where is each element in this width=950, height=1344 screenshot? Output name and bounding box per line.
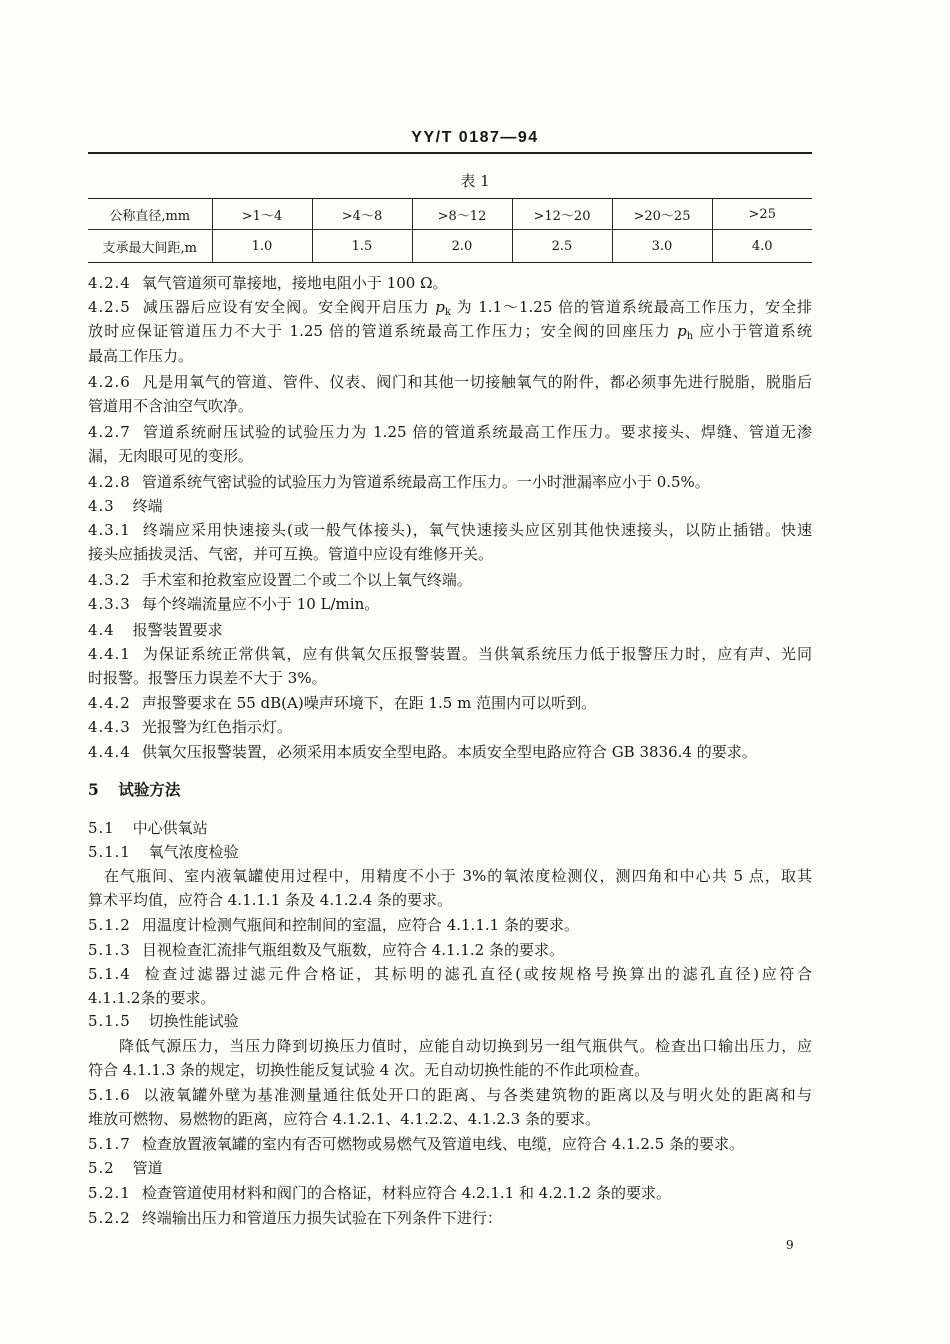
- clause-number: 5.1.3: [88, 941, 131, 959]
- clause-text: 最高工作压力。: [88, 347, 194, 365]
- clause-number: 4.2.5: [88, 298, 131, 316]
- clause-number: 4.4: [88, 621, 115, 639]
- clause-5-1-2: [88, 914, 812, 936]
- clause-5-1-4-line-1: [88, 963, 812, 985]
- clause-text: 目视检查汇流排气瓶组数及气瓶数，应符合 4.1.1.2 条的要求。: [141, 941, 564, 959]
- clause-number: 4.4.3: [88, 718, 131, 736]
- table-row-diameter: [88, 199, 812, 230]
- section-title: 试验方法: [118, 780, 181, 799]
- table-caption: 表 1: [460, 172, 490, 190]
- table-row-label: 支承最大间距,m: [102, 240, 197, 256]
- clause-text: 管道系统气密试验的试验压力为管道系统最高工作压力。一小时泄漏率应小于 0.5%。: [141, 473, 710, 491]
- clause-number: 4.3.2: [88, 571, 131, 589]
- clause-4-2-7-line-1: [88, 421, 812, 443]
- clause-4-2-7-line-2: [88, 445, 812, 467]
- table-cell: 1.0: [212, 230, 312, 263]
- clause-text: 终端输出压力和管道压力损失试验在下列条件下进行：: [141, 1209, 502, 1227]
- table-cell: >4～8: [312, 199, 412, 230]
- heading-text: 中心供氧站: [132, 819, 208, 837]
- clause-5-1-1-line-1: [88, 865, 812, 887]
- clause-text: 为 1.1～1.25 倍的管道系统最高工作压力，安全排: [450, 298, 812, 316]
- clause-text: 降低气源压力，当压力降到切换压力值时，应能自动切换到另一组气瓶供气。检查出口输出压力，应: [119, 1037, 812, 1055]
- clause-text: 堆放可燃物、易燃物的距离，应符合 4.1.2.1、4.1.2.2、4.1.2.3 条的要求。: [88, 1110, 600, 1128]
- clause-number: 5.2.2: [88, 1209, 131, 1227]
- clause-4-4-1-line-2: [88, 667, 812, 689]
- clause-4-4-3: [88, 716, 812, 738]
- clause-number: 4.2.7: [88, 423, 131, 441]
- table-cell: >20～25: [612, 199, 712, 230]
- clause-number: 4.3.3: [88, 595, 131, 613]
- clause-4-2-6-line-1: [88, 371, 812, 393]
- clause-number: 4.4.4: [88, 743, 131, 761]
- clause-number: 5.1: [88, 819, 115, 837]
- clause-number: 5.1.1: [88, 843, 131, 861]
- clause-5-2-2: [88, 1207, 812, 1229]
- table-cell: >1～4: [212, 199, 312, 230]
- heading-text: 管道: [132, 1159, 163, 1177]
- spec-table: [88, 198, 812, 263]
- pressure-subscript-reseat: h: [686, 331, 694, 342]
- clause-text: 检查放置液氧罐的室内有否可燃物或易燃气及管道电线、电缆，应符合 4.1.2.5 条的要求。: [141, 1135, 744, 1153]
- clause-number: 5.1.6: [88, 1086, 131, 1104]
- clause-number: 4.2.8: [88, 473, 131, 491]
- table-cell: >12～20: [512, 199, 612, 230]
- clause-text: 在气瓶间、室内液氧罐使用过程中，用精度不小于 3%的氧浓度检测仪，测四角和中心共 5 点，取其: [104, 867, 812, 885]
- clause-number: 5.2: [88, 1159, 115, 1177]
- clause-4-3-1-line-1: [88, 519, 812, 541]
- heading-text: 终端: [132, 497, 163, 515]
- clause-text: 管道系统耐压试验的试验压力为 1.25 倍的管道系统最高工作压力。要求接头、焊缝、管道无渗: [141, 423, 812, 441]
- heading-5-1: [88, 817, 812, 839]
- clause-text: 声报警要求在 55 dB(A)噪声环境下，在距 1.5 m 范围内可以听到。: [141, 694, 597, 712]
- heading-4-3: [88, 495, 812, 517]
- clause-number: 4.2.6: [88, 373, 131, 391]
- clause-text: 接头应插拔灵活、气密，并可互换。管道中应设有维修开关。: [88, 545, 494, 563]
- section-number: 5: [88, 780, 100, 799]
- clause-5-1-6-line-1: [88, 1084, 812, 1106]
- clause-number: 4.2.4: [88, 274, 131, 292]
- heading-text: 报警装置要求: [132, 621, 223, 639]
- clause-text: 供氧欠压报警装置，必须采用本质安全型电路。本质安全型电路应符合 GB 3836.4 的要求。: [141, 743, 757, 761]
- clause-text: 以液氧罐外壁为基准测量通往低处开口的距离、与各类建筑物的距离以及与明火处的距离和与: [141, 1086, 812, 1104]
- heading-5-2: [88, 1157, 812, 1179]
- clause-5-1-5-line-2: [88, 1059, 812, 1081]
- clause-5-1-5-line-1: [88, 1035, 812, 1057]
- clause-number: 4.4.2: [88, 694, 131, 712]
- clause-text: 减压器后应设有安全阀。安全阀开启压力: [141, 298, 436, 316]
- pressure-subscript-open: k: [444, 307, 451, 318]
- pressure-symbol: p: [677, 322, 687, 340]
- clause-number: 5.2.1: [88, 1184, 131, 1202]
- table-cell: 4.0: [712, 230, 812, 263]
- clause-text: 终端应采用快速接头(或一般气体接头)，氧气快速接头应区别其他快速接头，以防止插错。快速: [141, 521, 812, 539]
- doc-code: YY/T 0187—94: [411, 129, 539, 146]
- clause-text: 光报警为红色指示灯。: [141, 718, 292, 736]
- clause-4-3-1-line-2: [88, 543, 812, 565]
- clause-number: 4.3: [88, 497, 115, 515]
- clause-text: 时报警。报警压力误差不大于 3%。: [88, 669, 327, 687]
- clause-4-4-2: [88, 692, 812, 714]
- clause-4-3-2: [88, 569, 812, 591]
- table-cell: 2.5: [512, 230, 612, 263]
- clause-4-3-3: [88, 593, 812, 615]
- heading-5-1-5: [88, 1010, 812, 1032]
- clause-text: 检查管道使用材料和阀门的合格证，材料应符合 4.2.1.1 和 4.2.1.2 条的要求。: [141, 1184, 671, 1202]
- clause-5-1-6-line-2: [88, 1108, 812, 1130]
- heading-5-1-1: [88, 841, 812, 863]
- heading-4-4: [88, 619, 812, 641]
- clause-text: 符合 4.1.1.3 条的规定，切换性能反复试验 4 次。无自动切换性能的不作此项检查。: [88, 1061, 650, 1079]
- clause-text: 用温度计检测气瓶间和控制间的室温，应符合 4.1.1.1 条的要求。: [141, 916, 579, 934]
- clause-4-2-4: [88, 272, 812, 294]
- table-row-label: 公称直径,mm: [88, 199, 212, 230]
- clause-text: 4.1.1.2条的要求。: [88, 989, 216, 1007]
- clause-5-1-7: [88, 1133, 812, 1155]
- clause-number: 5.1.2: [88, 916, 131, 934]
- section-title-5: [88, 779, 812, 801]
- pressure-symbol: p: [435, 298, 445, 316]
- table-cell: 1.5: [312, 230, 412, 263]
- clause-text: 算术平均值，应符合 4.1.1.1 条及 4.1.2.4 条的要求。: [88, 891, 453, 909]
- table-cell: >25: [712, 199, 812, 230]
- clause-text: 手术室和抢救室应设置二个或二个以上氧气终端。: [141, 571, 472, 589]
- clause-5-1-1-line-2: [88, 889, 812, 911]
- clause-number: 5.1.7: [88, 1135, 131, 1153]
- clause-number: 4.4.1: [88, 645, 131, 663]
- clause-5-1-3: [88, 939, 812, 961]
- clause-text: 漏，无肉眼可见的变形。: [88, 447, 254, 465]
- clause-text: 氧气管道须可靠接地，接地电阻小于 100 Ω。: [141, 274, 448, 292]
- clause-5-2-1: [88, 1182, 812, 1204]
- page-number: 9: [786, 1238, 794, 1252]
- clause-4-2-8: [88, 471, 812, 493]
- table-cell: 3.0: [612, 230, 712, 263]
- clause-number: 5.1.5: [88, 1012, 131, 1030]
- heading-text: 氧气浓度检验: [148, 843, 239, 861]
- clause-text: 管道用不含油空气吹净。: [88, 397, 254, 415]
- clause-number: 5.1.4: [88, 965, 131, 983]
- clause-text: 检查过滤器过滤元件合格证，其标明的滤孔直径(或按规格号换算出的滤孔直径)应符合: [141, 965, 812, 983]
- clause-5-1-4-line-2: [88, 987, 812, 1009]
- clause-4-2-6-line-2: [88, 395, 812, 417]
- header-rule: [88, 152, 812, 154]
- clause-4-2-5-line-2: [88, 320, 812, 342]
- clause-text: 放时应保证管道压力不大于 1.25 倍的管道系统最高工作压力；安全阀的回座压力: [88, 322, 678, 340]
- table-cell: >8～12: [412, 199, 512, 230]
- heading-text: 切换性能试验: [148, 1012, 239, 1030]
- clause-4-4-4: [88, 741, 812, 763]
- clause-text: 应小于管道系统: [693, 322, 812, 340]
- table-row-spacing: [88, 230, 812, 263]
- clause-4-2-5-line-3: [88, 345, 812, 367]
- clause-4-4-1-line-1: [88, 643, 812, 665]
- clause-text: 凡是用氧气的管道、管件、仪表、阀门和其他一切接触氧气的附件，都必须事先进行脱脂，脱脂后: [141, 373, 812, 391]
- clause-text: 每个终端流量应不小于 10 L/min。: [141, 595, 380, 613]
- table-cell: 2.0: [412, 230, 512, 263]
- clause-number: 4.3.1: [88, 521, 131, 539]
- clause-text: 为保证系统正常供氧，应有供氧欠压报警装置。当供氧系统压力低于报警压力时，应有声、光同: [141, 645, 812, 663]
- clause-4-2-5-line-1: [88, 296, 812, 318]
